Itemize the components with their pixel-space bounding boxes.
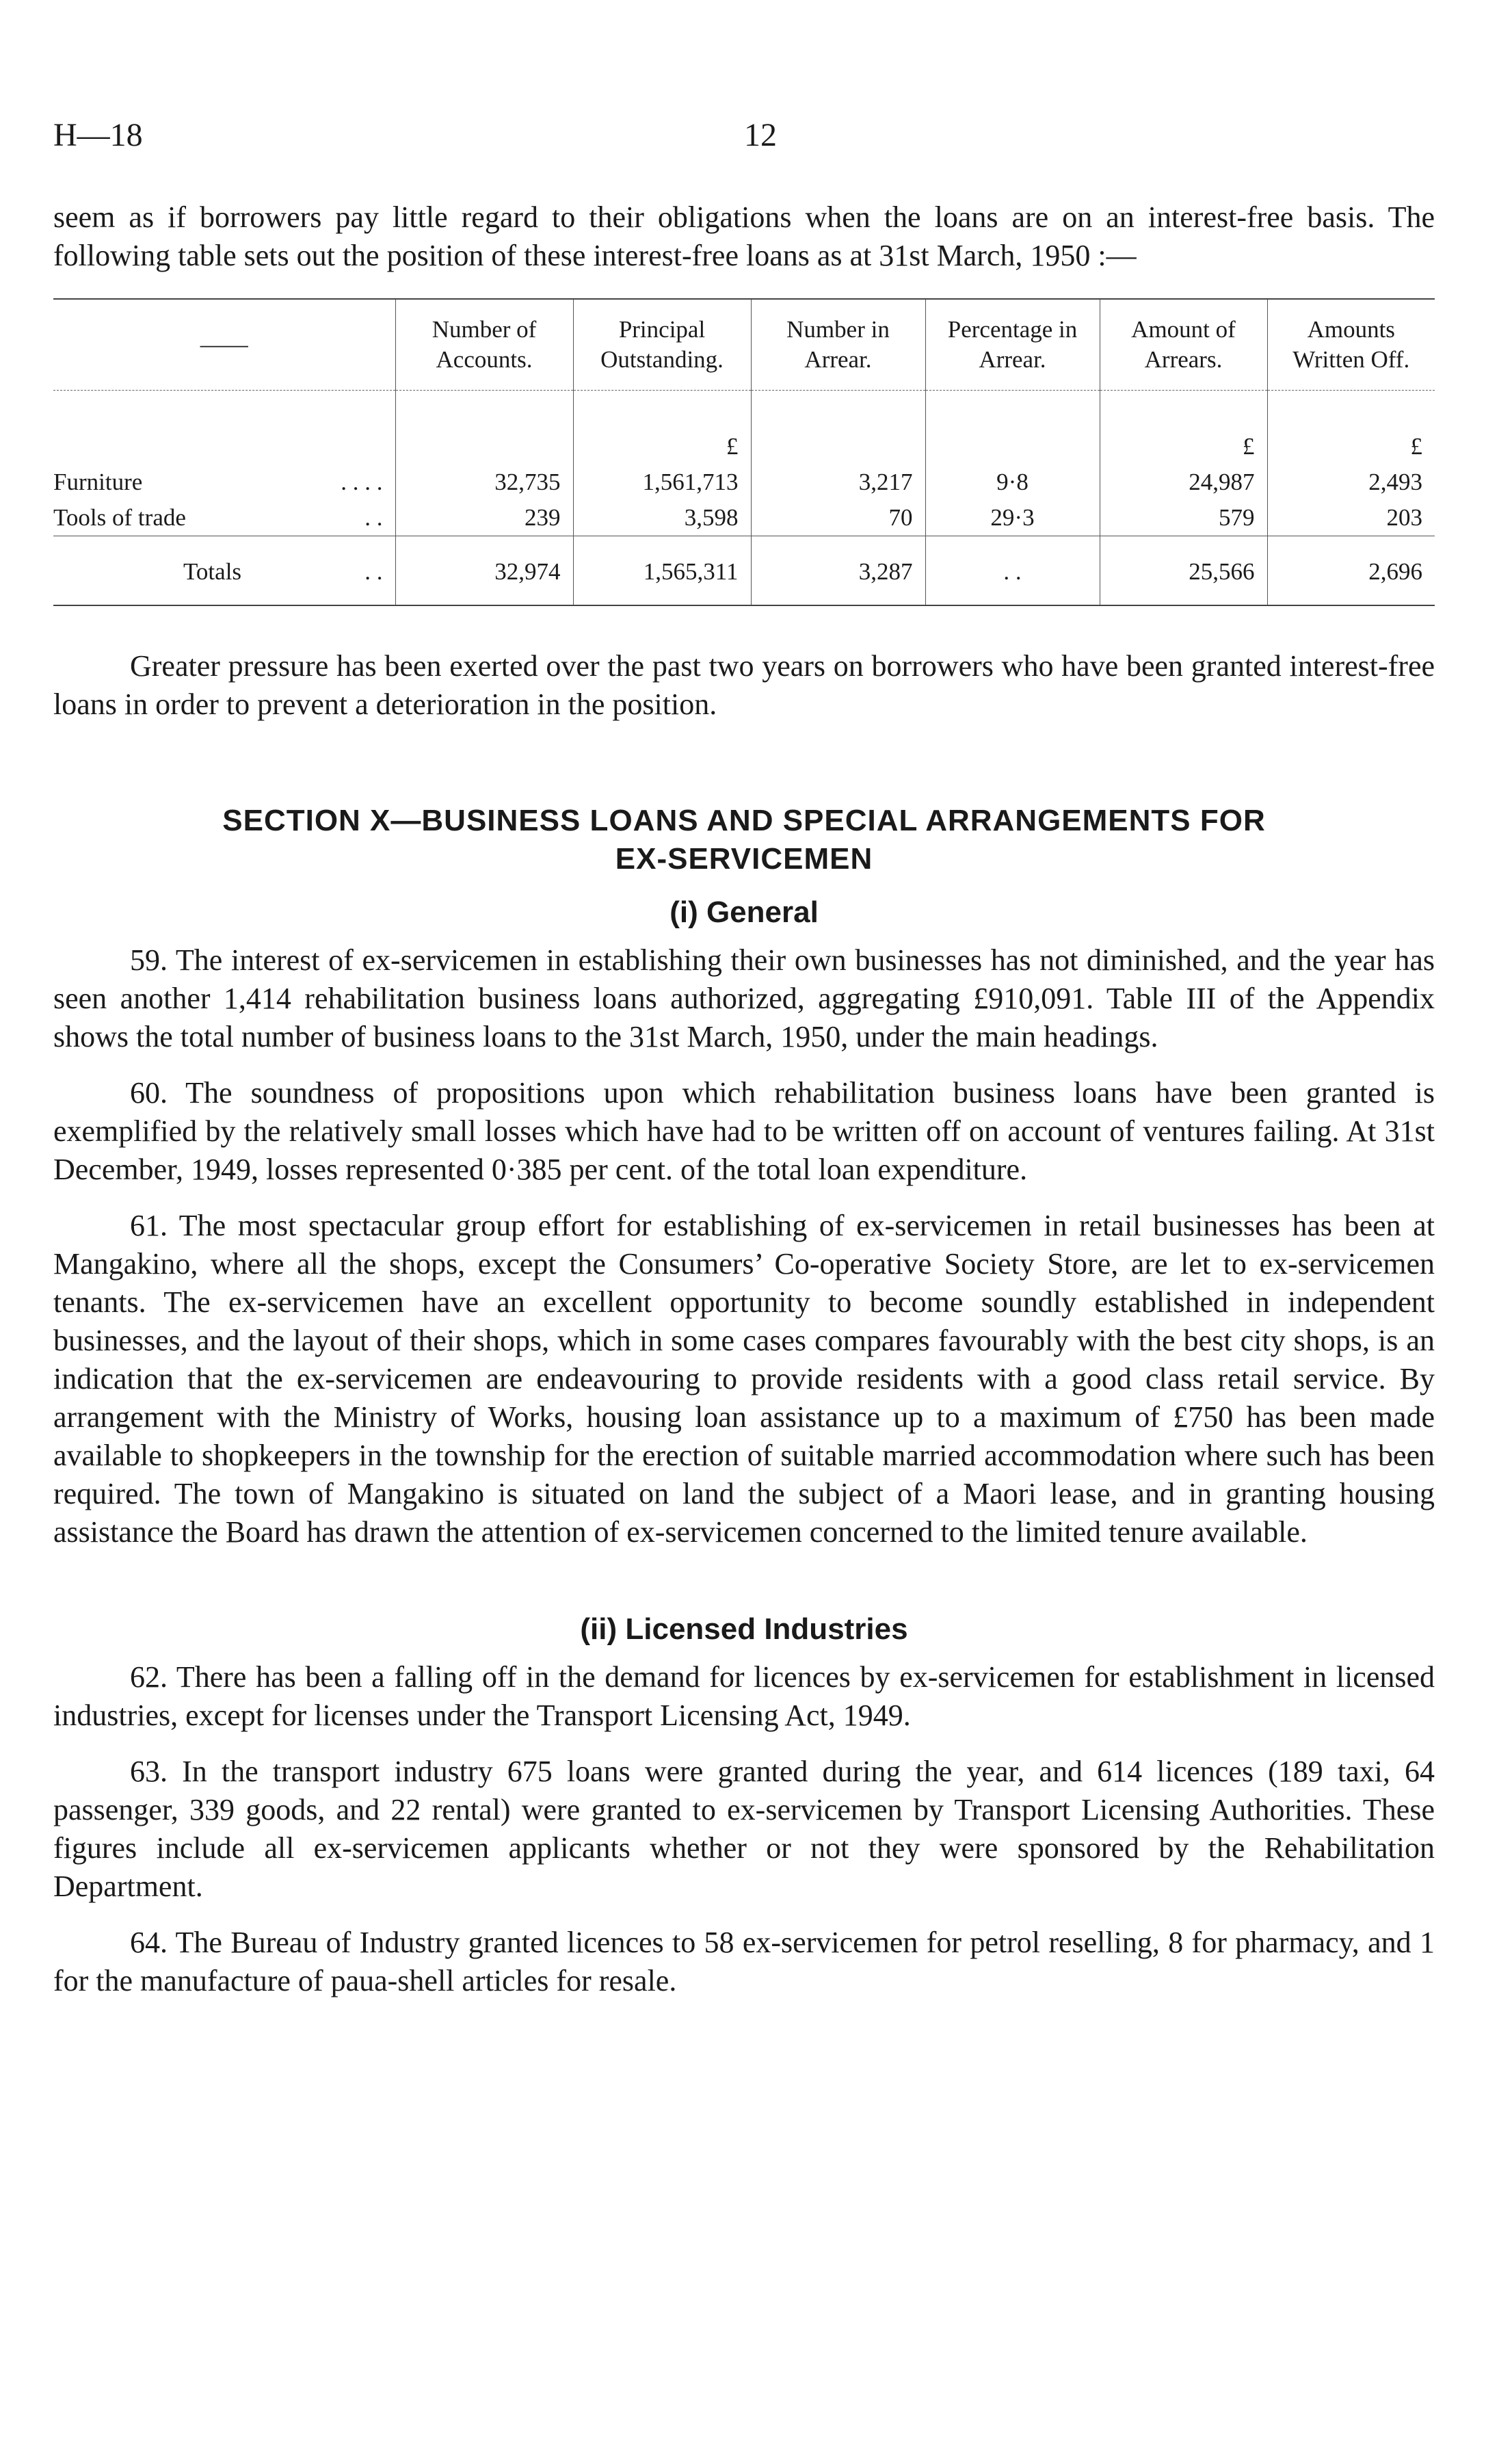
unit-cell (925, 391, 1100, 465)
table-cell: 2,696 (1267, 536, 1435, 606)
page-header (53, 116, 1442, 164)
section-title-line: SECTION X—BUSINESS LOANS AND SPECIAL ARRANGEMENTS FOR (222, 804, 1266, 837)
unit-cell (395, 391, 573, 465)
units-label-cell (53, 391, 395, 465)
intro-paragraph: seem as if borrowers pay little regard to their obligations when the loans are on an interest-free basis. The following table sets out the position of these interest-free loans as at 31st March, 1950 :— (53, 200, 1435, 272)
row-label-text: Tools of trade (53, 504, 186, 531)
table-row (53, 500, 1435, 536)
table-cell: 579 (1100, 500, 1267, 536)
unit-cell: £ (573, 391, 751, 465)
table-cell: 2,493 (1267, 464, 1435, 500)
table-cell: 3,217 (751, 464, 925, 500)
paragraph-62: 62. There has been a falling off in the demand for licences by ex-servicemen for establishment in licensed industries, except for licenses under the Transport Licensing Act, 1949. (53, 1660, 1435, 1732)
table-cell: 9·8 (925, 464, 1100, 500)
column-header: Number of Accounts. (395, 299, 573, 391)
document-id: H—18 (53, 117, 143, 153)
subsection-title-general: (i) General (669, 895, 819, 929)
interest-free-loans-table (53, 298, 1435, 606)
table-cell: 32,735 (395, 464, 573, 500)
paragraph-60: 60. The soundness of propositions upon which rehabilitation business loans have been granted is exemplified by the relatively small losses which have had to be written off on account of ventures failing. At 31st December, 1949, losses represented 0·385 per cent. of the total loan expenditure. (53, 1076, 1435, 1186)
row-label (53, 536, 395, 606)
table-header-row (53, 299, 1435, 391)
unit-cell: £ (1100, 391, 1267, 465)
column-header: Number in Arrear. (751, 299, 925, 391)
page-content (53, 198, 1435, 2000)
after-table-paragraph: Greater pressure has been exerted over the past two years on borrowers who have been granted interest-free loans in order to prevent a deterioration in the position. (53, 649, 1435, 721)
paragraph-63: 63. In the transport industry 675 loans were granted during the year, and 614 licences (189 taxi, 64 passenger, 339 goods, and 22 rental) were granted to ex-servicemen by Transport Licensing Authorities. These figures include all ex-servicemen applicants whether or not they were sponsored by the Rehabilitation Department. (53, 1755, 1435, 1903)
table-cell: 239 (395, 500, 573, 536)
column-header: Amounts Written Off. (1267, 299, 1435, 391)
section-title-line: EX-SERVICEMEN (615, 842, 873, 876)
table-cell: 70 (751, 500, 925, 536)
column-header: Amount of Arrears. (1100, 299, 1267, 391)
table-cell: 3,287 (751, 536, 925, 606)
table-cell: 29·3 (925, 500, 1100, 536)
leader-dots: . . . . (341, 469, 383, 495)
column-header: Principal Outstanding. (573, 299, 751, 391)
unit-cell: £ (1267, 391, 1435, 465)
section-title (53, 802, 1435, 878)
leader-dots: . . (364, 504, 383, 531)
table-cell: 32,974 (395, 536, 573, 606)
table-cell: 3,598 (573, 500, 751, 536)
totals-row (53, 536, 1435, 606)
table-cell: 1,565,311 (573, 536, 751, 606)
row-label (53, 500, 395, 536)
units-row (53, 391, 1435, 465)
unit-cell (751, 391, 925, 465)
paragraph-64: 64. The Bureau of Industry granted licences to 58 ex-servicemen for petrol reselling, 8 for pharmacy, and 1 for the manufacture of paua-shell articles for resale. (53, 1926, 1435, 1997)
row-label (53, 464, 395, 500)
table-row (53, 464, 1435, 500)
leader-dots: . . (364, 558, 383, 585)
totals-label: Totals (183, 558, 242, 585)
paragraph-61: 61. The most spectacular group effort for establishing of ex-servicemen in retail businesses has been at Mangakino, where all the shops, except the Consumers’ Co-operative Society Store, are let to ex-servicemen tenants. The ex-servicemen have an excellent opportunity to become soundly established in independent businesses, and the layout of their shops, which in some cases compares favourably with the best city shops, is an indication that the ex-servicemen are endeavouring to provide residents with a good class retail service. By arrangement with the Ministry of Works, housing loan assistance up to a maximum of £750 has been made available to shopkeepers in the township for the erection of suitable married accommodation where such has been required. The town of Mangakino is situated on land the subject of a Maori lease, and in granting housing assistance the Board has drawn the attention of ex-servicemen concerned to the limited tenure available. (53, 1209, 1435, 1549)
table-cell: 24,987 (1100, 464, 1267, 500)
subsection-title-licensed-industries: (ii) Licensed Industries (580, 1612, 908, 1646)
table-cell: . . (925, 536, 1100, 606)
table-cell: 1,561,713 (573, 464, 751, 500)
table-cell: 203 (1267, 500, 1435, 536)
column-header: Percentage in Arrear. (925, 299, 1100, 391)
paragraph-59: 59. The interest of ex-servicemen in establishing their own businesses has not diminished, and the year has seen another 1,414 rehabilitation business loans authorized, aggregating £910,091. Table III of the Appendix shows the total number of business loans to the 31st March, 1950, under the main headings. (53, 943, 1435, 1053)
table-cell: 25,566 (1100, 536, 1267, 606)
table-corner-header: —— (53, 299, 395, 391)
page-number: 12 (744, 117, 777, 153)
row-label-text: Furniture (53, 469, 143, 495)
